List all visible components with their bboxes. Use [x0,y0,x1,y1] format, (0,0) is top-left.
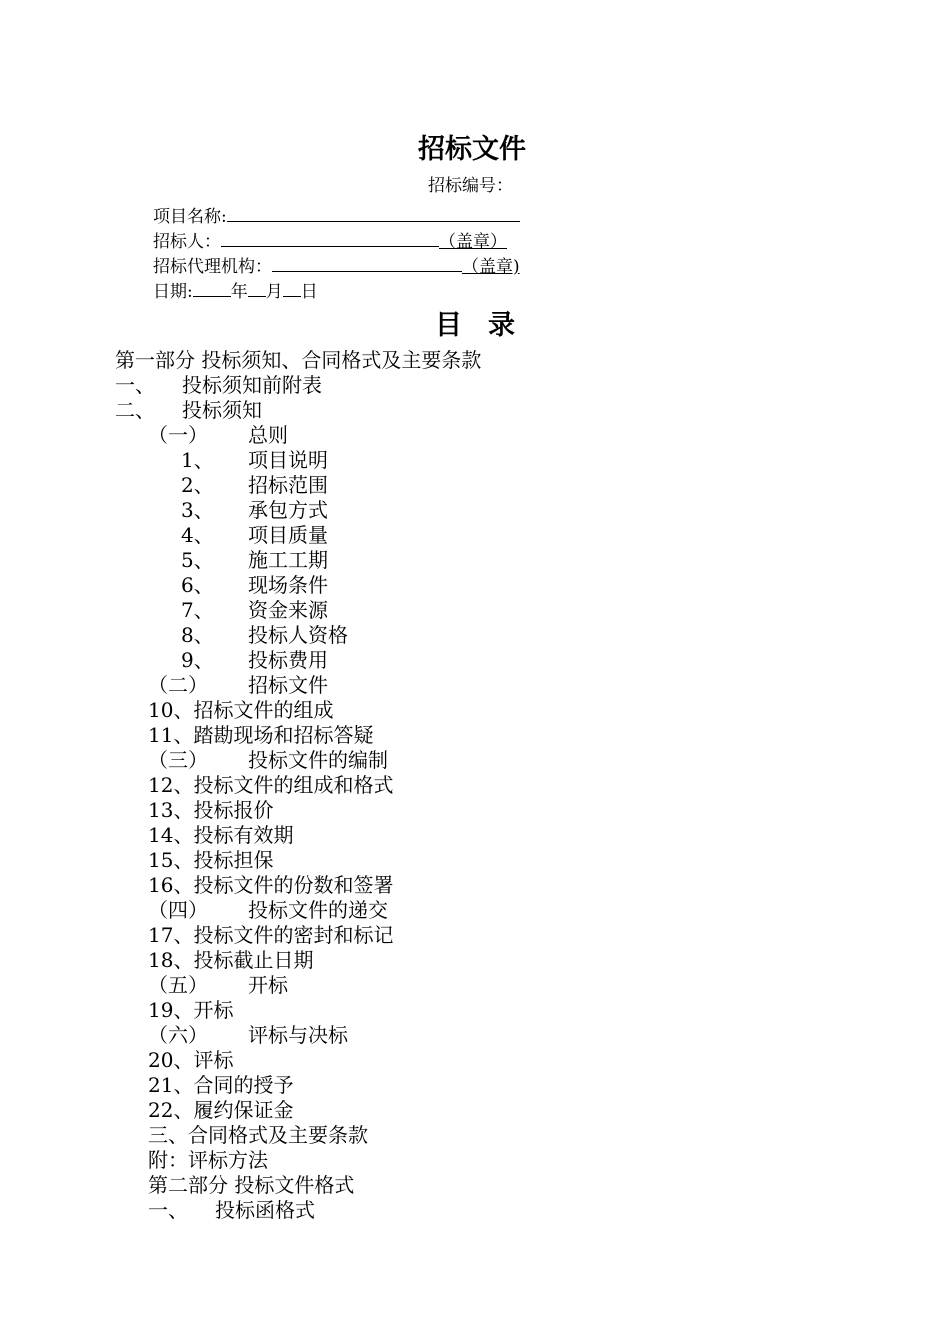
toc-item: 19、开标 [148,998,234,1022]
toc-item: 22、履约保证金 [148,1098,294,1122]
toc-item: 8、 投标人资格 [181,623,348,647]
toc-item: （四） 投标文件的递交 [148,898,388,922]
document-title: 招标文件 [418,134,526,165]
date-row [153,278,318,301]
toc-item: 一、 投标函格式 [148,1198,315,1222]
toc-item: 10、招标文件的组成 [148,698,334,722]
toc-item: 11、踏勘现场和招标答疑 [148,723,374,747]
tenderer-label: 招标人： [153,232,221,252]
toc-item: 附：评标方法 [148,1148,268,1172]
bid-number-label: 招标编号： [428,176,513,196]
day-blank [283,278,301,297]
toc-item: 1、 项目说明 [181,448,328,472]
toc-item: （一） 总则 [148,423,288,447]
project-name-row [153,203,520,226]
toc-item: 13、投标报价 [148,798,274,822]
agency-blank [272,253,462,272]
month-blank [248,278,266,297]
date-label: 日期: [153,282,193,302]
tenderer-row [153,228,507,251]
project-name-blank [227,203,520,222]
toc-item: 9、 投标费用 [181,648,328,672]
toc-item: 4、 项目质量 [181,523,328,547]
toc-item: （六） 评标与决标 [148,1023,348,1047]
agency-label: 招标代理机构： [153,257,272,277]
toc-item: 第二部分 投标文件格式 [148,1173,355,1197]
toc-item: 20、评标 [148,1048,234,1072]
toc-item: （五） 开标 [148,973,288,997]
day-label: 日 [300,282,318,302]
toc-item: 18、投标截止日期 [148,948,314,972]
agency-seal: （盖章) [462,257,520,277]
agency-row [153,253,520,276]
toc-item: 15、投标担保 [148,848,274,872]
toc-item: 12、投标文件的组成和格式 [148,773,394,797]
year-blank [193,278,231,297]
project-name-label: 项目名称: [153,207,227,227]
month-label: 月 [265,282,283,302]
toc-item: （二） 招标文件 [148,673,328,697]
toc-item: 17、投标文件的密封和标记 [148,923,394,947]
toc-item: （三） 投标文件的编制 [148,748,388,772]
toc-item: 3、 承包方式 [181,498,328,522]
toc-item: 第一部分 投标须知、合同格式及主要条款 [115,348,482,372]
toc-item: 二、 投标须知 [115,398,262,422]
toc-item: 一、 投标须知前附表 [115,373,322,397]
toc-item: 5、 施工工期 [181,548,328,572]
toc-item: 2、 招标范围 [181,473,328,497]
tenderer-blank [221,228,439,247]
toc-title: 目录 [435,310,541,341]
year-label: 年 [230,282,248,302]
toc-item: 21、合同的授予 [148,1073,294,1097]
tenderer-seal: （盖章） [439,232,507,252]
toc-item: 14、投标有效期 [148,823,294,847]
toc-item: 6、 现场条件 [181,573,328,597]
toc-item: 7、 资金来源 [181,598,328,622]
toc-item: 三、合同格式及主要条款 [148,1123,368,1147]
toc-item: 16、投标文件的份数和签署 [148,873,394,897]
